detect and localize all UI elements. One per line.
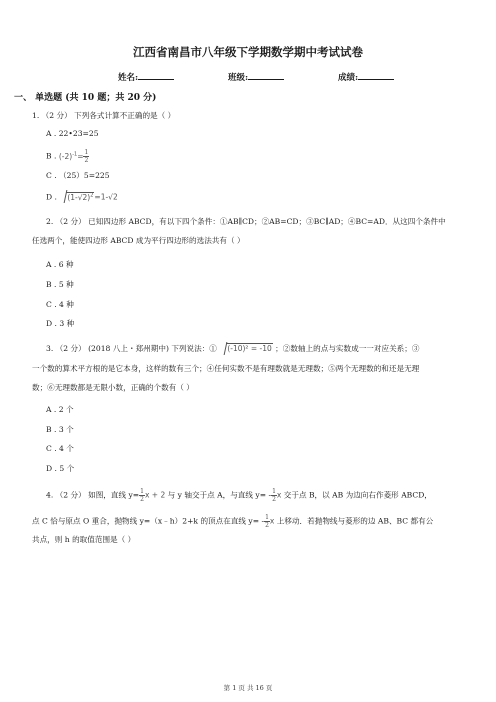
q4-expr-1: x + 2 [144, 490, 166, 500]
q2-stem-line1: 2. （2 分） 已知四边形 ABCD，有以下四个条件：①AB∥CD；②AB=CD；③BC∥AD；④BC=AD．从这四个条件中 [46, 217, 446, 226]
q2-option-b[interactable]: B . 5 种 [46, 280, 74, 289]
q1-option-d-sqrt: $(1-√2)^2$ [59, 192, 94, 202]
score-field[interactable] [338, 70, 394, 83]
q4-fraction-1: $\frac{1}{2}$ [140, 488, 144, 503]
q2-option-d[interactable]: D . 3 种 [46, 319, 75, 328]
q1-option-b[interactable] [46, 149, 89, 164]
q1-option-d-label: D . [46, 192, 57, 202]
q3-stem-line2: 一个数的算术平方根的是它本身，这样的数有三个；④任何实数不是有理数就是无理数；⑤两个无理数的和还是无理 [32, 364, 420, 373]
q4-expr-2: x [276, 490, 282, 500]
name-field[interactable] [118, 70, 174, 83]
q4-stem-line1 [46, 488, 432, 503]
page-footer: 第 1 页 共 16 页 [223, 684, 273, 692]
class-label: 班级: [228, 73, 249, 83]
q2-option-c[interactable]: C . 4 种 [46, 300, 74, 309]
class-underline [248, 70, 284, 80]
score-underline [358, 70, 394, 80]
q4-fraction-2: $\frac{1}{2}$ [272, 488, 276, 503]
q2-stem-line2: 任选两个，能使四边形 ABCD 成为平行四边形的选法共有（ ） [32, 236, 245, 245]
q1-option-b-fraction: $\frac{1}{2}$ [84, 149, 89, 164]
class-field[interactable] [228, 70, 284, 83]
q4-stem-line3: 共点，则 h 的取值范围是（ ） [32, 535, 136, 544]
q4-line1-e: 交于点 B，以 AB 为边向右作菱形 ABCD， [283, 490, 432, 500]
q4-fraction-3: $\frac{1}{2}$ [265, 514, 269, 529]
q3-stem-line1-post: ；②数轴上的点与实数成一一对应关系；③ [275, 344, 420, 353]
q3-sqrt-expression: (-10)² = -10 [219, 344, 272, 353]
q4-line2-a: 点 C 恰与原点 O 重合，抛物线 y=（x﹣h）2+k 的顶点在直线 y= - [32, 516, 265, 526]
q1-stem: 1. （2 分） 下列各式计算不正确的是（ ） [32, 111, 176, 120]
q3-stem-line1-pre: 3. （2 分） (2018 八上・郑州期中) 下列说法：① [46, 344, 217, 353]
q3-option-c[interactable]: C . 4 个 [46, 444, 74, 453]
q4-line1-c: 与 y 轴交于点 A，与直线 y= - [167, 490, 272, 500]
page-title: 江西省南昌市八年级下学期数学期中考试试卷 [133, 45, 363, 59]
q4-stem-line2 [32, 514, 433, 529]
q2-option-a[interactable]: A . 6 种 [46, 260, 74, 269]
q4-line2-c: 上移动．若抛物线与菱形的边 AB、BC 都有公 [276, 516, 434, 526]
q1-option-d-rest: =1-√2 [94, 192, 118, 202]
q1-option-c[interactable]: C . （25）5=225 [46, 171, 110, 180]
q3-stem-line1 [46, 343, 419, 354]
section-heading: 一、 单选题 (共 10 题；共 20 分) [14, 93, 157, 103]
q1-option-b-math: $(-2)^{-1}=$ [58, 151, 84, 161]
q1-option-a[interactable]: A . 22•23=25 [46, 129, 99, 138]
q4-expr-3: x [269, 516, 275, 526]
q1-option-b-label: B . [46, 151, 57, 161]
score-label: 成绩: [338, 73, 359, 83]
q4-line1-a: 4. （2 分） 如图，直线 y= [46, 490, 140, 500]
q3-option-a[interactable]: A . 2 个 [46, 405, 74, 414]
q1-option-d[interactable] [46, 192, 118, 202]
q3-option-b[interactable]: B . 3 个 [46, 425, 74, 434]
q3-stem-line3: 数；⑥无理数都是无限小数，正确的个数有（ ） [32, 383, 194, 392]
name-underline [138, 70, 174, 80]
name-label: 姓名: [118, 73, 139, 83]
q3-option-d[interactable]: D . 5 个 [46, 464, 75, 473]
